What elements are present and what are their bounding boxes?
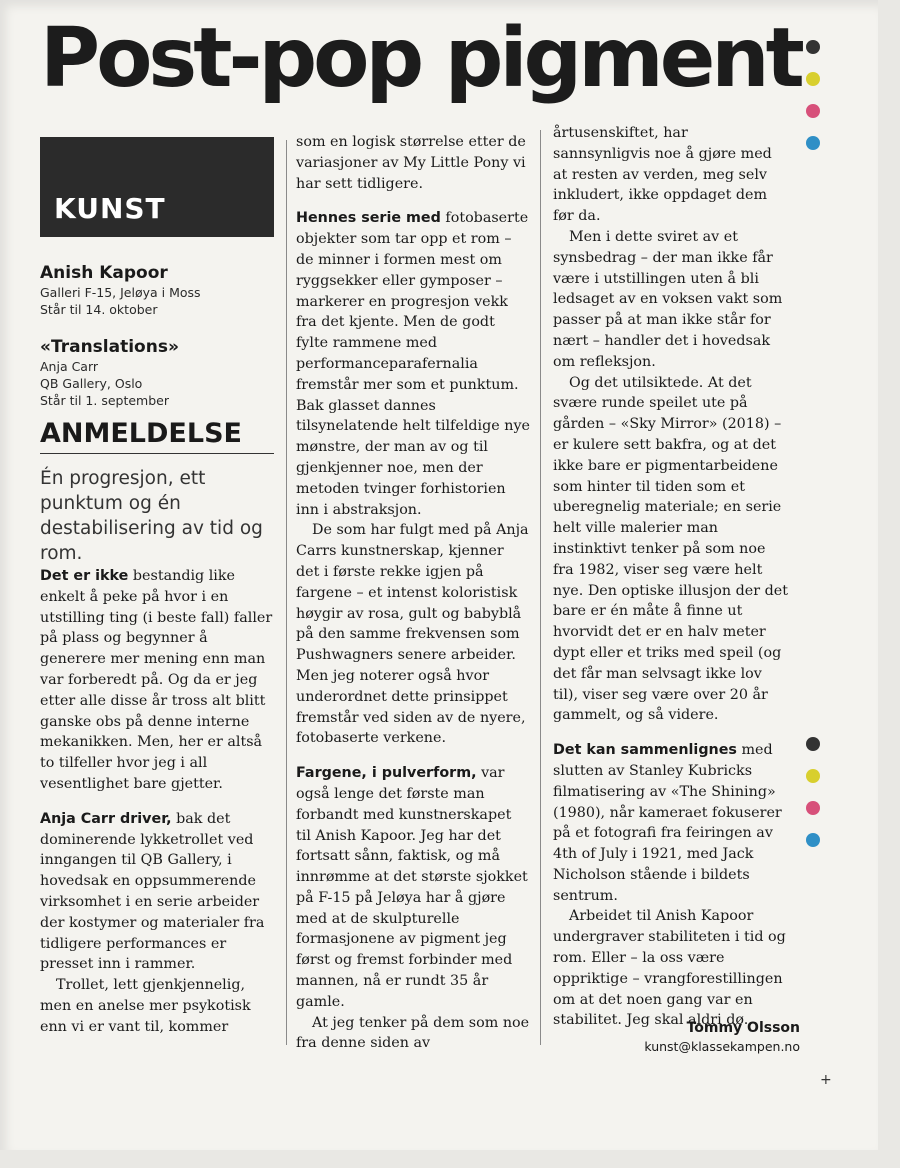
color-dot bbox=[806, 769, 820, 783]
section-label: KUNST bbox=[54, 192, 166, 225]
exhibition-info-1 bbox=[40, 262, 274, 318]
article-paragraph bbox=[296, 520, 530, 749]
article-paragraph bbox=[553, 227, 789, 373]
author-email[interactable]: kunst@klassekampen.no bbox=[644, 1039, 800, 1054]
color-dot bbox=[806, 104, 820, 118]
article-paragraph bbox=[296, 132, 530, 194]
article-paragraph bbox=[296, 1013, 530, 1055]
headline: Post-pop pigment bbox=[40, 11, 801, 106]
paragraph-text: som en logisk størrelse etter de variasjoner av My Little Pony vi har sett tidligere. bbox=[296, 134, 526, 192]
article-paragraph bbox=[553, 906, 789, 1031]
article-paragraph bbox=[553, 740, 789, 906]
color-dot bbox=[806, 40, 820, 54]
paragraph-text: med slutten av Stanley Kubricks filmatisering av «The Shining» (1980), når kameraet fokuserer på et fotografi fra feiringen av 4th of July i 1921, med Jack Nicholson stående i bildets sentrum. bbox=[553, 742, 782, 904]
text-column-3 bbox=[553, 123, 789, 1031]
article-paragraph bbox=[40, 809, 276, 975]
article-paragraph bbox=[553, 373, 789, 727]
color-dot bbox=[806, 136, 820, 150]
text-column-1 bbox=[40, 566, 276, 1038]
exhibition-title: Anish Kapoor bbox=[40, 263, 168, 283]
article-paragraph bbox=[40, 566, 276, 795]
paragraph-text: Arbeidet til Anish Kapoor undergraver stabiliteten i tid og rom. Eller – la oss være oppriktige – vrangforestillingen om at det noen gang var en stabilitet. Jeg skal aldri dø. bbox=[553, 908, 786, 1029]
exhibition-line: Anja Carr bbox=[40, 359, 99, 374]
column-rule bbox=[540, 130, 541, 1045]
color-dot bbox=[806, 833, 820, 847]
article-paragraph bbox=[296, 763, 530, 1013]
paragraph-text: Men i dette sviret av et synsbedrag – der man ikke får være i utstillingen uten å bli ledsaget av en voksen vakt som passer på at man ikke står for nært – handler det i hovedsak om refleksjon. bbox=[553, 228, 783, 370]
color-dot bbox=[806, 737, 820, 751]
exhibition-line: QB Gallery, Oslo bbox=[40, 376, 143, 391]
text-column-2 bbox=[296, 132, 530, 1054]
paragraph-lead: Anja Carr driver, bbox=[40, 810, 172, 827]
exhibition-line: Står til 14. oktober bbox=[40, 302, 158, 317]
color-dot bbox=[806, 72, 820, 86]
article-paragraph bbox=[40, 975, 276, 1037]
paragraph-text: Trollet, lett gjenkjennelig, men en anelse mer psykotisk enn vi er vant til, kommer bbox=[40, 977, 251, 1035]
paragraph-lead: Det er ikke bbox=[40, 568, 129, 584]
paragraph-text: At jeg tenker på dem som noe fra denne siden av bbox=[296, 1014, 530, 1052]
article-paragraph bbox=[553, 123, 789, 227]
paragraph-lead: Fargene, i pulverform, bbox=[296, 765, 477, 782]
paragraph-text: fotobaserte objekter som tar opp et rom – de minner i formen mest om ryggsekker eller gymposer – markerer en progresjon vekk fra det kjente. Men de godt fylte rammene med performanceparafernalia fremstår mer som et punktum. Bak glasset dannes tilsynelatende helt tilfeldige nye mønstre, der man av og til gjenkjenner noe, men der metoden tvinger forhistorien inn i abstraksjon. bbox=[296, 210, 531, 518]
article-paragraph bbox=[296, 208, 530, 520]
paragraph-lead: Det kan sammenlignes bbox=[553, 742, 737, 759]
paragraph-text: var også lenge det første man forbandt med kunstnerskapet til Anish Kapoor. Jeg har det fortsatt sånn, faktisk, og må innrømme at det største sjokket på F-15 på Jeløya har å gjøre med at de skulpturelle formasjonene av pigment jeg først og fremst forbinder med mannen, nå er rundt 35 år gamle. bbox=[296, 765, 528, 1010]
byline bbox=[644, 1018, 800, 1056]
section-box bbox=[40, 137, 274, 237]
paragraph-text: årtusenskiftet, har sannsynligvis noe å gjøre med at resten av verden, meg selv inkludert, ikke oppdaget dem før da. bbox=[553, 125, 772, 225]
exhibition-line: Står til 1. september bbox=[40, 393, 169, 408]
exhibition-line: Galleri F-15, Jeløya i Moss bbox=[40, 285, 201, 300]
crop-mark: + bbox=[820, 1072, 832, 1088]
author-name: Tommy Olsson bbox=[686, 1020, 800, 1036]
column-rule bbox=[286, 140, 287, 1045]
exhibition-info-2 bbox=[40, 336, 274, 409]
color-marks-bottom bbox=[806, 737, 820, 865]
paragraph-text: bestandig like enkelt å peke på hvor i en utstilling ting (i beste fall) faller på plass og begynner å generere mer mening enn man var forberedt på. Og da er jeg etter alle disse år tross alt blitt ganske obs på denne interne mekanikken. Men, her er altså to tilfeller hvor jeg i all vesentlighet bare gjetter. bbox=[40, 568, 273, 792]
ingress: Én progresjon, ett punktum og én destabilisering av tid og rom. bbox=[40, 468, 263, 564]
exhibition-title: «Translations» bbox=[40, 337, 179, 357]
color-dot bbox=[806, 801, 820, 815]
color-marks-top bbox=[806, 40, 820, 168]
paragraph-text: bak det dominerende lykketrollet ved inngangen til QB Gallery, i hovedsak en oppsummerende virksomhet i en serie arbeider der kostymer og materialer fra tidligere performances er presset inn i rammer. bbox=[40, 810, 265, 973]
paragraph-text: De som har fulgt med på Anja Carrs kunstnerskap, kjenner det i første rekke igjen på fargene – et intenst koloristisk høygir av rosa, gult og babyblå på den samme frekvensen som Pushwagners senere arbeider. Men jeg noterer også hvor underordnet dette prinsippet fremstår ved siden av de nyere, fotobaserte verkene. bbox=[296, 522, 529, 747]
paragraph-lead: Hennes serie med bbox=[296, 210, 441, 227]
review-label: ANMELDELSE bbox=[40, 418, 274, 454]
paragraph-text: Og det utilsiktede. At det svære runde speilet ute på gården – «Sky Mirror» (2018) – er kulere sett bakfra, og at det ikke bare er pigmentarbeidene som hinter til tiden som et uberegnelig materiale; en serie helt ville malerier man instinktivt tenker på som noe fra 1982, viser seg være helt nye. Den optiske illusjon der det bare er én måte å finne ut hvorvidt det er en halv meter dypt eller et triks med speil (og det får man selvsagt ikke lov til), viser seg være over 20 år gammelt, og så videre. bbox=[553, 374, 788, 724]
